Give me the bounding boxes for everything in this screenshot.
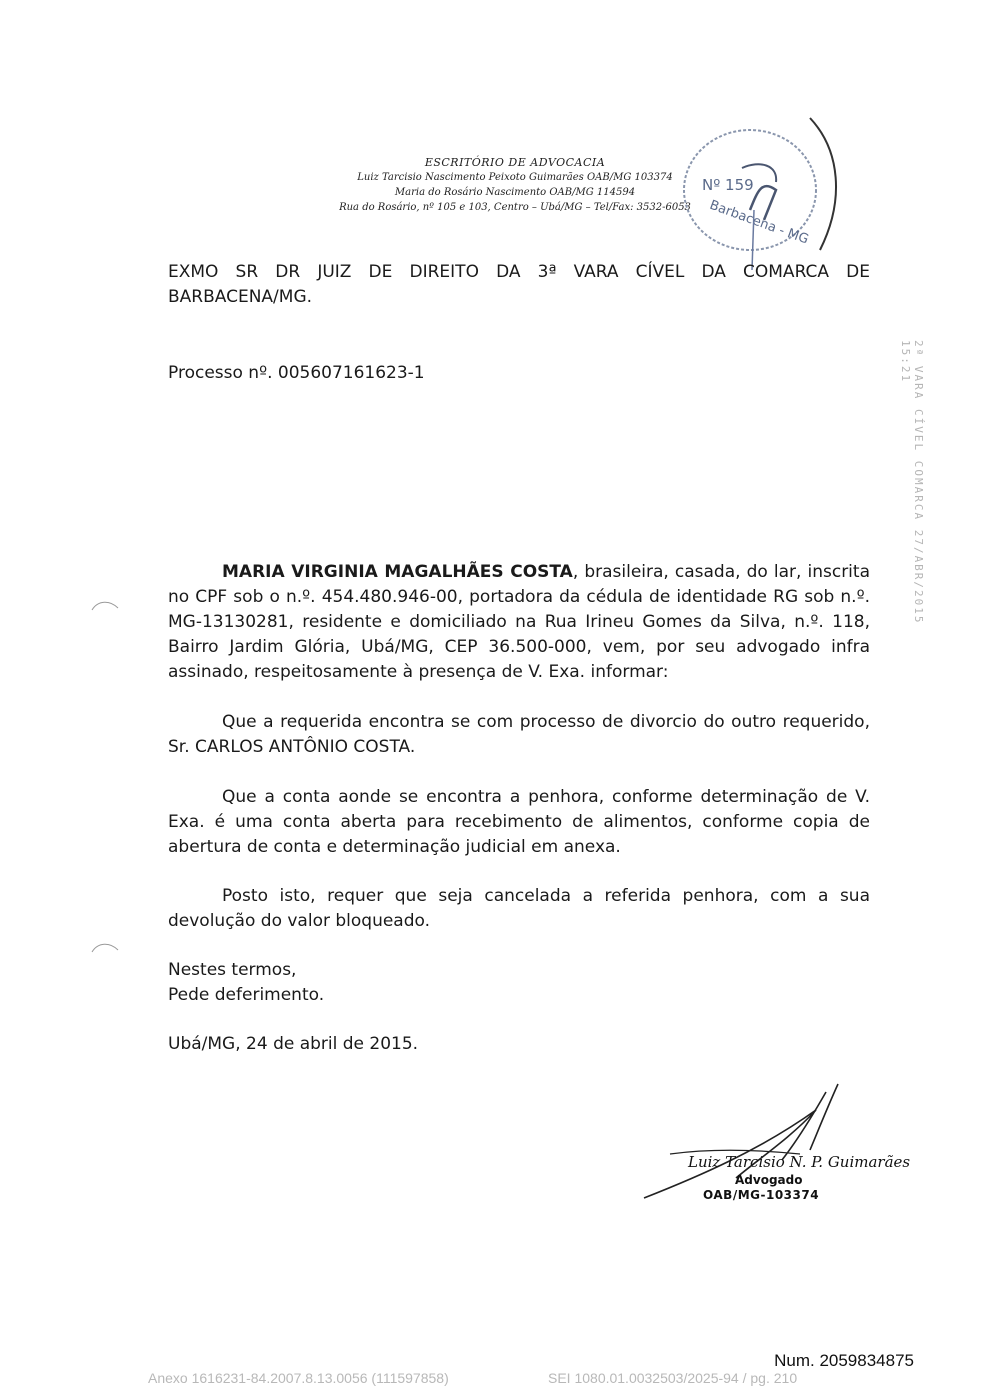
paragraph-1-text-b: à presença de V. Exa. informar: xyxy=(397,662,669,682)
signature-name: Luiz Tarcisio N. P. Guimarães xyxy=(688,1153,911,1171)
paragraph-1-text-a: , brasileira, casada, do lar, inscrita no CPF sob o n.º. 454.480.946-00, portadora da cédula de identidade RG sob n.º. MG-13130281, residente e domiciliado na Rua Irineu Gomes da Silva, n.º. 118, Bairro Jardim Glória, Ubá/MG, CEP 36.500-000, vem, por seu advogado infra assinado, xyxy=(168,562,870,682)
letterhead-line-3: Rua do Rosário, nº 105 e 103, Centro – Ubá/MG – Tel/Fax: 3532-6053 xyxy=(339,202,691,213)
date-line: Ubá/MG, 24 de abril de 2015. xyxy=(168,1034,419,1054)
paragraph-1-emphasis: respeitosamente xyxy=(254,662,398,682)
addressee-line-1: EXMO SR DR JUIZ DE DIREITO DA 3ª VARA CÍVEL DA COMARCA DE xyxy=(168,262,870,282)
closing xyxy=(168,958,324,1008)
stamp-number: Nº 159 xyxy=(702,176,754,194)
process-number: Processo nº. 005607161623-1 xyxy=(168,363,425,383)
closing-line-2: Pede deferimento. xyxy=(168,985,325,1005)
signature-role: Advogado xyxy=(735,1173,803,1187)
letterhead-line-1: Luiz Tarcisio Nascimento Peixoto Guimarães OAB/MG 103374 xyxy=(357,172,673,183)
paragraph-3-text: Que a conta aonde se encontra a penhora, conforme determinação de V. Exa. é uma conta aberta para recebimento de alimentos, conforme copia de abertura de conta e determinação judicial em anexa. xyxy=(168,787,870,857)
addressee xyxy=(168,260,870,310)
letterhead xyxy=(300,155,730,215)
closing-line-1: Nestes termos, xyxy=(168,960,297,980)
party-name: MARIA VIRGINIA MAGALHÃES COSTA xyxy=(222,562,573,582)
annex-reference: Anexo 1616231-84.2007.8.13.0056 (111597858) xyxy=(148,1370,449,1386)
document-number: Num. 2059834875 xyxy=(774,1351,914,1370)
paragraph-2-text: Que a requerida encontra se com processo de divorcio do outro requerido, Sr. CARLOS ANTÔNIO COSTA. xyxy=(168,712,870,757)
stamp-city: Barbacena - MG xyxy=(707,197,811,248)
paragraph-request xyxy=(168,884,870,934)
letterhead-title: ESCRITÓRIO DE ADVOCACIA xyxy=(424,156,606,169)
side-protocol-stamp: 2ª VARA CÍVEL COMARCA 27/ABR/2015 15:21 xyxy=(899,340,925,625)
signature-oab: OAB/MG-103374 xyxy=(703,1188,820,1202)
paragraph-4-text: Posto isto, requer que seja cancelada a referida penhora, com a sua devolução do valor bloqueado. xyxy=(168,886,870,931)
paragraph-account xyxy=(168,785,870,860)
paragraph-divorce xyxy=(168,710,870,760)
sei-reference: SEI 1080.01.0032503/2025-94 / pg. 210 xyxy=(548,1370,798,1386)
punch-mark-1 xyxy=(90,598,120,612)
letterhead-line-2: Maria do Rosário Nascimento OAB/MG 114594 xyxy=(394,187,636,198)
addressee-line-2: BARBACENA/MG. xyxy=(168,287,313,307)
paragraph-qualification xyxy=(168,560,870,685)
court-stamp xyxy=(680,110,850,270)
punch-mark-2 xyxy=(90,940,120,954)
